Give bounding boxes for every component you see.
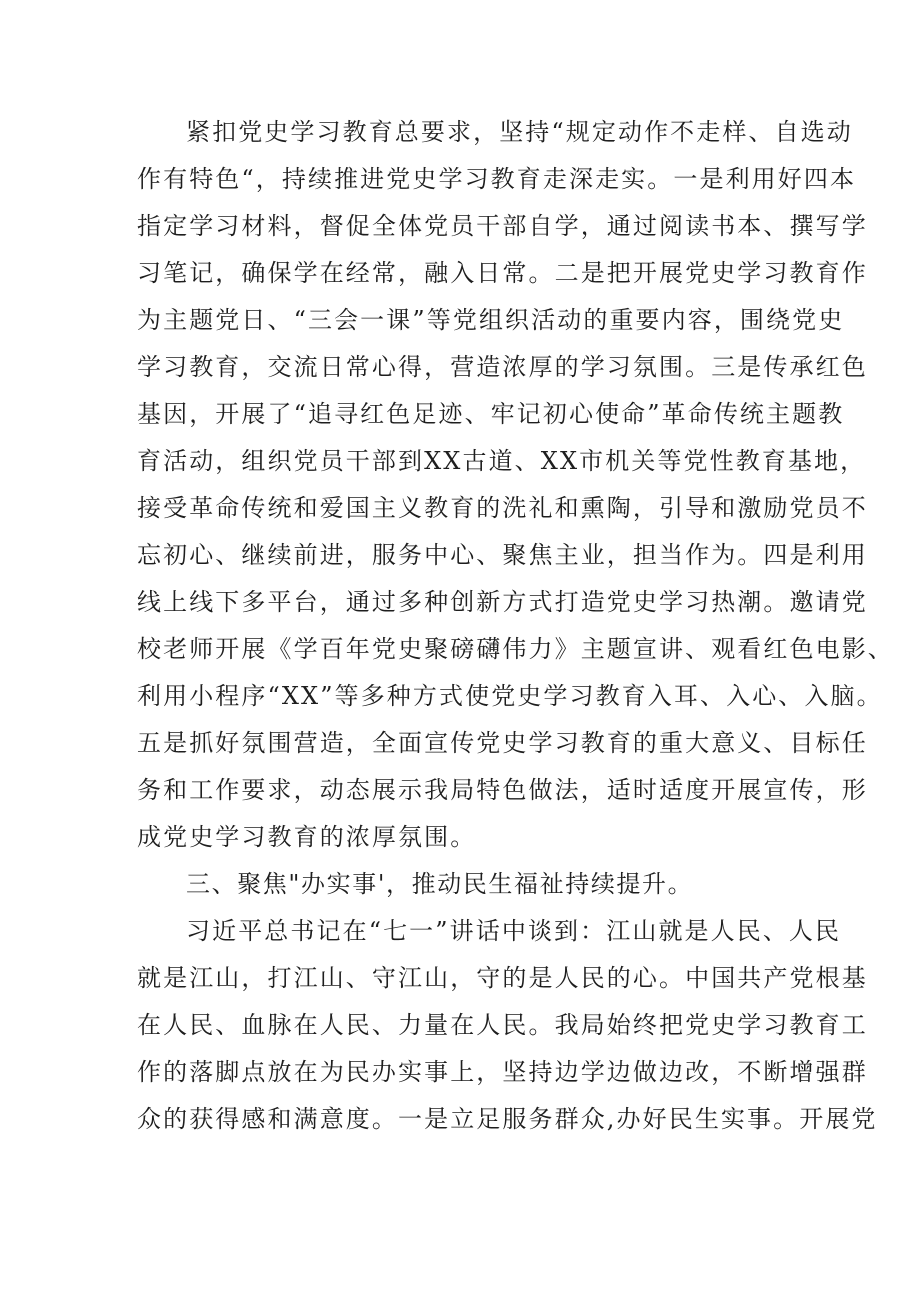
text-line: 在人民、血脉在人民、力量在人民。我局始终把党史学习教育工 xyxy=(137,1011,868,1039)
text-line: 利用小程序“XX”等多种方式使党史学习教育入耳、入心、入脑。 xyxy=(137,682,883,710)
text-line: 习近平总书记在“七一”讲话中谈到：江山就是人民、人民 xyxy=(186,917,842,945)
text-line: 指定学习材料，督促全体党员干部自学，通过阅读书本、撰写学 xyxy=(137,212,868,240)
text-line: 为主题党日、“三会一课”等党组织活动的重要内容，围绕党史 xyxy=(137,306,845,334)
text-line: 作有特色“，持续推进党史学习教育走深走实。一是利用好四本 xyxy=(137,165,857,193)
text-line: 成党史学习教育的浓厚氛围。 xyxy=(137,823,477,851)
text-line: 忘初心、继续前进，服务中心、聚焦主业，担当作为。四是利用 xyxy=(137,541,868,569)
text-line: 紧扣党史学习教育总要求，坚持“规定动作不走样、自选动 xyxy=(186,118,853,146)
text-line: 作的落脚点放在为民办实事上，坚持边学边做边改，不断增强群 xyxy=(137,1058,868,1086)
text-line: 就是江山，打江山、守江山，守的是人民的心。中国共产党根基 xyxy=(137,964,868,992)
text-line: 习笔记，确保学在经常，融入日常。二是把开展党史学习教育作 xyxy=(137,259,868,287)
text-line: 众的获得感和满意度。一是立足服务群众,办好民生实事。开展党 xyxy=(137,1105,878,1133)
text-line: 基因，开展了“追寻红色足迹、牢记初心使命”革命传统主题教 xyxy=(137,400,845,428)
text-line: 校老师开展《学百年党史聚磅礴伟力》主题宣讲、观看红色电影、 xyxy=(137,635,894,663)
text-line: 线上线下多平台，通过多种创新方式打造党史学习热潮。邀请党 xyxy=(137,588,868,616)
text-line: 五是抓好氛围营造，全面宣传党史学习教育的重大意义、目标任 xyxy=(137,729,868,757)
text-line: 学习教育，交流日常心得，营造浓厚的学习氛围。三是传承红色 xyxy=(137,353,868,381)
section-heading: 三、聚焦"办实事'，推动民生福祉持续提升。 xyxy=(186,870,694,898)
text-line: 接受革命传统和爱国主义教育的洗礼和熏陶，引导和激励党员不 xyxy=(137,494,868,522)
text-line: 育活动，组织党员干部到XX古道、XX市机关等党性教育基地， xyxy=(137,447,867,475)
text-line: 务和工作要求，动态展示我局特色做法，适时适度开展宣传，形 xyxy=(137,776,868,804)
